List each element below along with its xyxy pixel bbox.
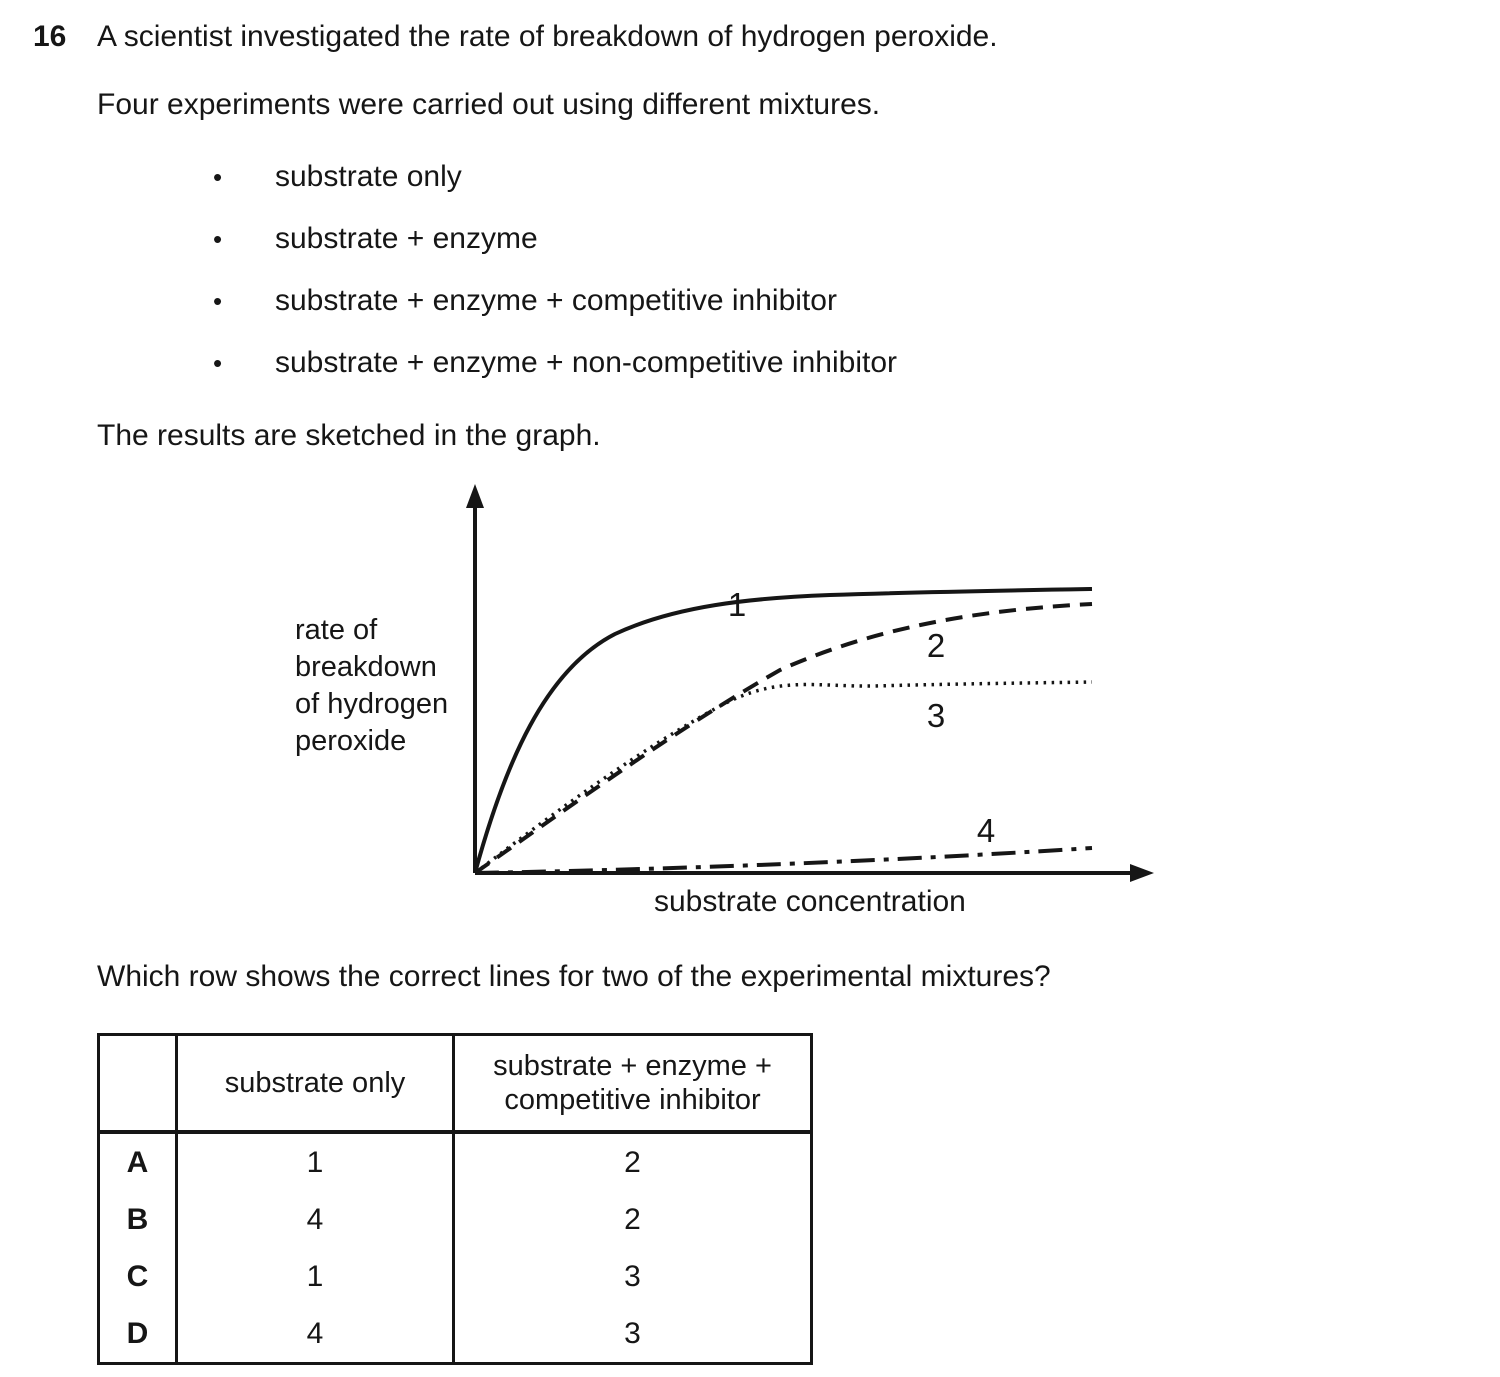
y-axis-label-line: peroxide bbox=[295, 725, 407, 757]
y-axis-arrow-icon bbox=[466, 484, 484, 508]
bullet-item bbox=[213, 160, 462, 194]
curve-2-line bbox=[475, 604, 1092, 873]
table-row bbox=[99, 1191, 812, 1248]
y-axis-label-line: of hydrogen bbox=[295, 688, 449, 720]
competitive-inhibitor-value: 3 bbox=[624, 1316, 641, 1350]
substrate-only-value: 1 bbox=[177, 1132, 454, 1191]
option-letter: A bbox=[99, 1132, 177, 1191]
rate-vs-concentration-graph bbox=[460, 478, 1170, 890]
x-axis-label: substrate concentration bbox=[654, 885, 966, 918]
question-setup: Four experiments were carried out using different mixtures. bbox=[97, 88, 881, 121]
header-competitive-inhibitor-line2: competitive inhibitor bbox=[504, 1084, 761, 1116]
bullet-label: substrate + enzyme bbox=[275, 222, 538, 255]
table-row bbox=[99, 1132, 812, 1191]
bullet-label: substrate + enzyme + non-competitive inhibitor bbox=[275, 346, 897, 379]
y-axis-label bbox=[295, 612, 448, 760]
answer-table bbox=[97, 1033, 813, 1365]
header-substrate-only: substrate only bbox=[177, 1035, 454, 1133]
competitive-inhibitor-value: 3 bbox=[624, 1259, 641, 1293]
bullet-icon: • bbox=[213, 348, 223, 378]
y-axis-label-line: breakdown bbox=[295, 651, 437, 683]
bullet-item bbox=[213, 346, 897, 380]
option-letter: D bbox=[99, 1305, 177, 1364]
question-intro: A scientist investigated the rate of breakdown of hydrogen peroxide. bbox=[97, 20, 998, 53]
graph-intro: The results are sketched in the graph. bbox=[97, 419, 601, 452]
y-axis-label-line: rate of bbox=[295, 614, 378, 646]
table-row bbox=[99, 1305, 812, 1364]
bullet-label: substrate + enzyme + competitive inhibitor bbox=[275, 284, 837, 317]
curve-4-line bbox=[475, 848, 1092, 873]
curve-3-label: 3 bbox=[926, 697, 946, 734]
bullet-icon: • bbox=[213, 162, 223, 192]
substrate-only-value: 4 bbox=[177, 1305, 454, 1364]
bullet-item bbox=[213, 284, 837, 318]
header-competitive-inhibitor-line1: substrate + enzyme + bbox=[493, 1050, 772, 1082]
substrate-only-value: 1 bbox=[177, 1248, 454, 1305]
question-number: 16 bbox=[33, 20, 67, 53]
curve-2-label: 2 bbox=[926, 627, 946, 664]
header-competitive-inhibitor bbox=[454, 1035, 812, 1133]
curve-1-line bbox=[475, 589, 1092, 873]
header-blank-cell bbox=[99, 1035, 177, 1133]
x-axis-arrow-icon bbox=[1130, 864, 1154, 882]
option-letter: C bbox=[99, 1248, 177, 1305]
curve-1-label: 1 bbox=[727, 586, 747, 623]
substrate-only-value: 4 bbox=[177, 1191, 454, 1248]
curve-4-label: 4 bbox=[976, 812, 996, 849]
bullet-icon: • bbox=[213, 224, 223, 254]
bullet-label: substrate only bbox=[275, 160, 462, 193]
bullet-item bbox=[213, 222, 538, 256]
question-prompt: Which row shows the correct lines for two of the experimental mixtures? bbox=[97, 960, 1051, 993]
table-header-row bbox=[99, 1035, 812, 1133]
competitive-inhibitor-value: 2 bbox=[624, 1145, 641, 1179]
option-letter: B bbox=[99, 1191, 177, 1248]
competitive-inhibitor-value: 2 bbox=[624, 1202, 641, 1236]
bullet-icon: • bbox=[213, 286, 223, 316]
curve-3-line bbox=[475, 682, 1092, 873]
table-row bbox=[99, 1248, 812, 1305]
